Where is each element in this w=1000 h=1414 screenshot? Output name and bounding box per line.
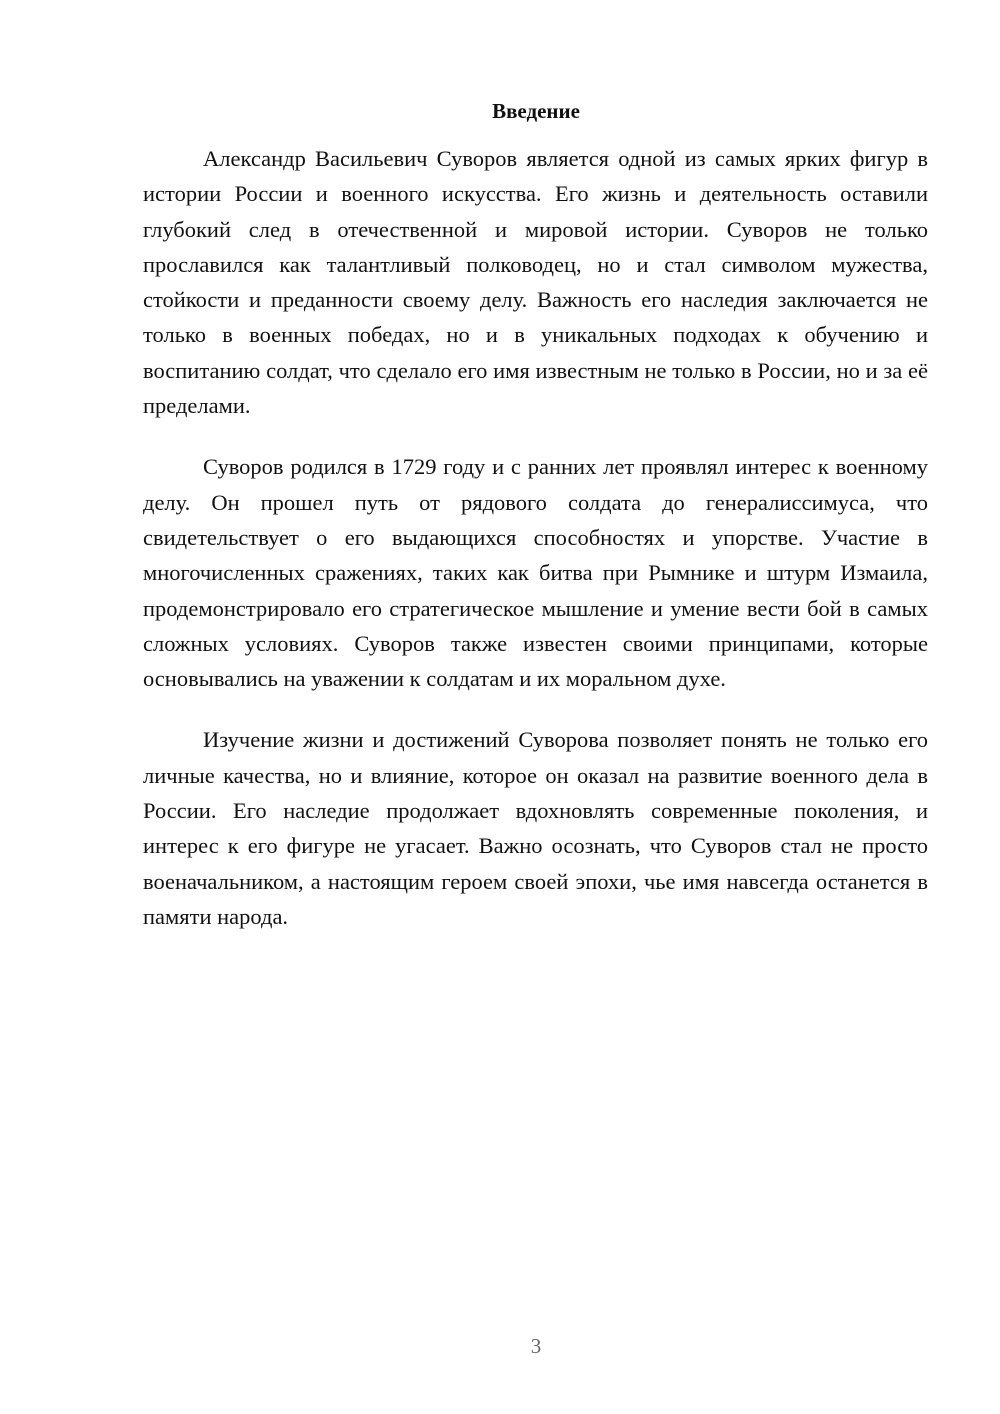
section-title: Введение <box>492 99 580 123</box>
body-text <box>143 141 928 960</box>
paragraph-conclusion: Изучение жизни и достижений Суворова позволяет понять не только его личные качества, но и влияние, которое он оказал на развитие военного дела в России. Его наследие продолжает вдохновлять современные поколения, и интерес к его фигуре не угасает. Важно осознать, что Суворов стал не просто военачальником, а настоящим героем своей эпохи, чье имя навсегда останется в памяти народа. <box>143 727 928 929</box>
paragraph-intro: Александр Васильевич Суворов является одной из самых ярких фигур в истории России и военного искусства. Его жизнь и деятельность оставили глубокий след в отечественной и мировой истории. Суворов не только прославился как талантливый полководец, но и стал символом мужества, стойкости и преданности своему делу. Важность его наследия заключается не только в военных победах, но и в уникальных подходах к обучению и воспитанию солдат, что сделало его имя известным не только в России, но и за её пределами. <box>143 146 928 419</box>
page-number: 3 <box>530 1334 542 1358</box>
paragraph-biography: Суворов родился в 1729 году и с ранних лет проявлял интерес к военному делу. Он прошел путь от рядового солдата до генералиссимуса, что свидетельствует о его выдающихся способностях и упорстве. Участие в многочисленных сражениях, таких как битва при Рымнике и штурм Измаила, продемонстрировало его стратегическое мышление и умение вести бой в самых сложных условиях. Суворов также известен своими принципами, которые основывались на уважении к солдатам и их моральном духе. <box>143 454 928 692</box>
